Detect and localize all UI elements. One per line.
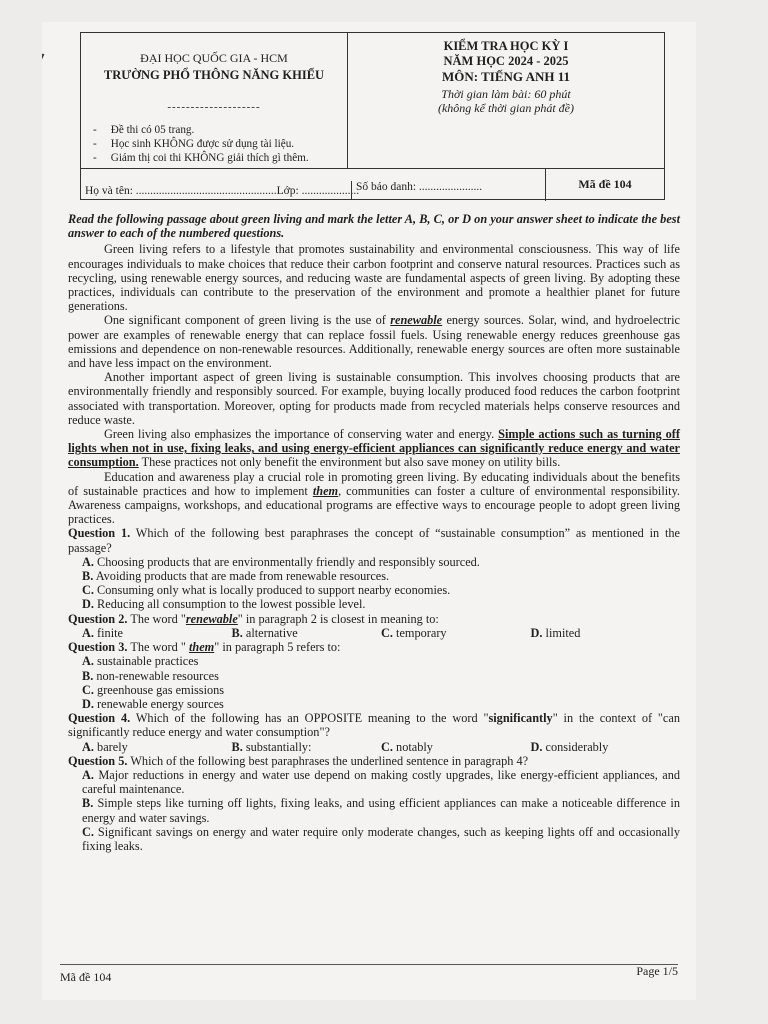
question-text: Which of the following best paraphrases the concept of “sustainable consumption” as mentioned in the passage? — [68, 526, 680, 555]
question-text: " in the context of "can significantly reduce energy and water consumption"? — [68, 711, 680, 740]
option-text: greenhouse gas emissions — [97, 682, 225, 697]
option-label: C. — [82, 824, 94, 839]
name-class-field: Họ và tên: .................................................Lớp: .................... — [85, 185, 360, 197]
option-text: Significant savings on energy and water require only moderate changes, such as keeping lights off and occasionally fixing leaks. — [82, 824, 680, 853]
text-run: Green living also emphasizes the importance of conserving water and energy. — [104, 427, 499, 442]
options-row — [82, 626, 680, 640]
option — [82, 569, 680, 583]
option-text: Major reductions in energy and water use depend on making costly upgrades, like energy-efficient appliances, and careful maintenance. — [82, 767, 680, 797]
question-text: " in paragraph 2 is closest in meaning to: — [237, 611, 439, 626]
option-label: A. — [82, 767, 94, 782]
options-grid — [82, 654, 680, 711]
paragraph-3: Another important aspect of green living is sustainable consumption. This involves choosing products that are environmentally friendly and responsibly sourced. For example, buying locally produced food reduces the carbon footprint associated with transportation. Moreover, opting for products made from recycled materials helps conserve resources and reduce waste. — [68, 370, 680, 427]
text-run: These practices not only benefit the environment but also save money on utility bills. — [138, 455, 561, 470]
option-label: B. — [231, 739, 243, 754]
text-run: Education and awareness play a crucial role in promoting green living. By educating individuals about the benefits of sustainable practices and how to implement — [68, 469, 680, 498]
note-item: - Giám thị coi thi KHÔNG giải thích gì thêm. — [93, 151, 347, 165]
question-number: Question 2. — [68, 611, 128, 626]
option — [381, 626, 531, 640]
highlighted-word: them — [188, 640, 215, 655]
option-label: B. — [82, 668, 94, 683]
question-number: Question 5. — [68, 753, 128, 768]
highlighted-word: renewable — [390, 313, 443, 328]
underlined-sentence: Simple actions such as turning off lights when not in use, fixing leaks, and using energy-efficient appliances can significantly reduce energy and water consumption. — [68, 427, 680, 470]
exam-body — [68, 212, 680, 853]
question-2 — [68, 612, 680, 626]
text-run: energy sources. Solar, wind, and hydroelectric power are examples of renewable energy that can replace fossil fuels. Using renewable energy reduces greenhouse gas emissions and dependence on non-renewable resources. Additionally, renewable energy sources are often more sustainable and have less impact on the environment. — [68, 313, 680, 371]
student-info-row — [81, 168, 664, 201]
question-text: " in paragraph 5 refers to: — [214, 640, 341, 655]
school-name: TRƯỜNG PHỔ THÔNG NĂNG KHIẾU — [103, 68, 325, 82]
option-text: Consuming only what is locally produced to support nearby economies. — [97, 583, 451, 598]
option-text: temporary — [396, 625, 447, 640]
option — [82, 669, 388, 683]
option-text: alternative — [245, 625, 298, 640]
highlighted-word: significantly — [488, 711, 553, 726]
exam-paper — [42, 22, 696, 1000]
option — [531, 626, 681, 640]
option-text: substantially: — [245, 739, 312, 754]
option-label: A. — [82, 654, 94, 669]
exam-code: Mã đề 104 — [545, 169, 664, 201]
option-label: C. — [381, 739, 393, 754]
option — [232, 740, 382, 754]
option — [82, 825, 680, 853]
option-label: B. — [231, 625, 243, 640]
option — [82, 796, 680, 824]
option — [82, 555, 680, 569]
option — [232, 626, 382, 640]
time-note: (không kể thời gian phát đề) — [437, 101, 575, 115]
option-label: C. — [82, 682, 94, 697]
question-text: The word " — [130, 640, 189, 655]
option-text: renewable energy sources — [97, 696, 224, 711]
option-label: C. — [82, 583, 94, 598]
option — [82, 597, 680, 611]
options-row — [82, 740, 680, 754]
pen-mark — [42, 53, 44, 90]
option-text: finite — [97, 625, 123, 640]
paragraph-2 — [68, 313, 680, 370]
page-footer — [60, 964, 678, 990]
option-label: B. — [82, 569, 94, 584]
paragraph-4 — [68, 427, 680, 470]
header-right — [347, 33, 664, 168]
page-number: Page 1/5 — [636, 964, 678, 978]
option-label: D. — [530, 739, 543, 754]
question-3 — [68, 640, 680, 654]
highlighted-word: renewable — [185, 611, 238, 626]
paragraph-5 — [68, 470, 680, 527]
option-label: A. — [82, 554, 94, 569]
highlighted-word: them — [312, 483, 339, 498]
time-limit: Thời gian làm bài: 60 phút — [441, 87, 571, 101]
question-number: Question 3. — [68, 640, 128, 655]
option — [531, 740, 681, 754]
option — [82, 583, 680, 597]
question-5 — [68, 754, 680, 768]
exam-header — [80, 32, 665, 200]
option-label: D. — [82, 597, 94, 612]
option-text: barely — [97, 739, 128, 754]
option-label: C. — [381, 625, 393, 640]
text-run: One significant component of green living is the use of — [104, 313, 391, 328]
question-text: The word " — [130, 611, 186, 626]
option — [82, 768, 680, 796]
question-text: Which of the following best paraphrases the underlined sentence in paragraph 4? — [130, 753, 529, 768]
option-text: considerably — [545, 739, 609, 754]
question-number: Question 4. — [68, 711, 131, 726]
option — [82, 626, 232, 640]
divider-dashes: -------------------- — [167, 101, 261, 113]
exam-title: KIỂM TRA HỌC KỲ I — [443, 39, 569, 53]
question-4 — [68, 711, 680, 739]
option-text: Avoiding products that are made from renewable resources. — [95, 569, 390, 584]
option — [82, 683, 388, 697]
option-text: Reducing all consumption to the lowest possible level. — [97, 597, 366, 612]
option-text: Simple steps like turning off lights, fixing leaks, and using efficient appliances can make a noticeable difference in energy and water savings. — [82, 796, 680, 825]
option-text: non-renewable resources — [96, 668, 219, 683]
option-label: A. — [82, 739, 94, 754]
option-text: sustainable practices — [97, 654, 199, 669]
exam-notes — [93, 123, 347, 165]
footer-exam-code: Mã đề 104 — [60, 970, 112, 984]
option-label: A. — [82, 625, 94, 640]
question-1 — [68, 526, 680, 554]
option — [82, 654, 388, 668]
option — [381, 740, 531, 754]
note-item: - Học sinh KHÔNG được sử dụng tài liệu. — [93, 137, 347, 151]
option — [82, 697, 388, 711]
footer-rule — [60, 964, 678, 965]
paragraph-1: Green living refers to a lifestyle that promotes sustainability and environmental consciousness. This way of life encourages individuals to make choices that reduce their carbon footprint and conserve natural resources. Practices such as recycling, using renewable energy sources, and reducing waste are fundamental aspects of green living. By adopting these practices, individuals can contribute to the preservation of the environment and promote a healthier planet for future generations. — [68, 242, 680, 314]
school-year: NĂM HỌC 2024 - 2025 — [443, 54, 569, 68]
option-label: D. — [530, 625, 543, 640]
option-text: Choosing products that are environmentally friendly and responsibly sourced. — [97, 554, 480, 569]
option — [82, 740, 232, 754]
subject: MÔN: TIẾNG ANH 11 — [442, 69, 570, 84]
note-item: - Đề thi có 05 trang. — [93, 123, 347, 137]
option-text: limited — [545, 625, 581, 640]
option-label: B. — [82, 796, 94, 811]
option-label: D. — [82, 696, 94, 711]
instructions: Read the following passage about green living and mark the letter A, B, C, or D on your answer sheet to indicate the best answer to each of the numbered questions. — [68, 212, 680, 241]
header-left — [81, 33, 347, 168]
question-number: Question 1. — [68, 526, 131, 541]
text-run: , communities can foster a culture of environmental responsibility. Awareness campaigns, workshops, and educational programs are effective ways to encourage people to adopt green living practices. — [68, 483, 680, 527]
university-name: ĐẠI HỌC QUỐC GIA - HCM — [140, 51, 288, 65]
candidate-number-field: Số báo danh: ...................... — [351, 181, 482, 199]
option-text: notably — [396, 739, 433, 754]
question-text: Which of the following has an OPPOSITE meaning to the word " — [135, 711, 489, 726]
